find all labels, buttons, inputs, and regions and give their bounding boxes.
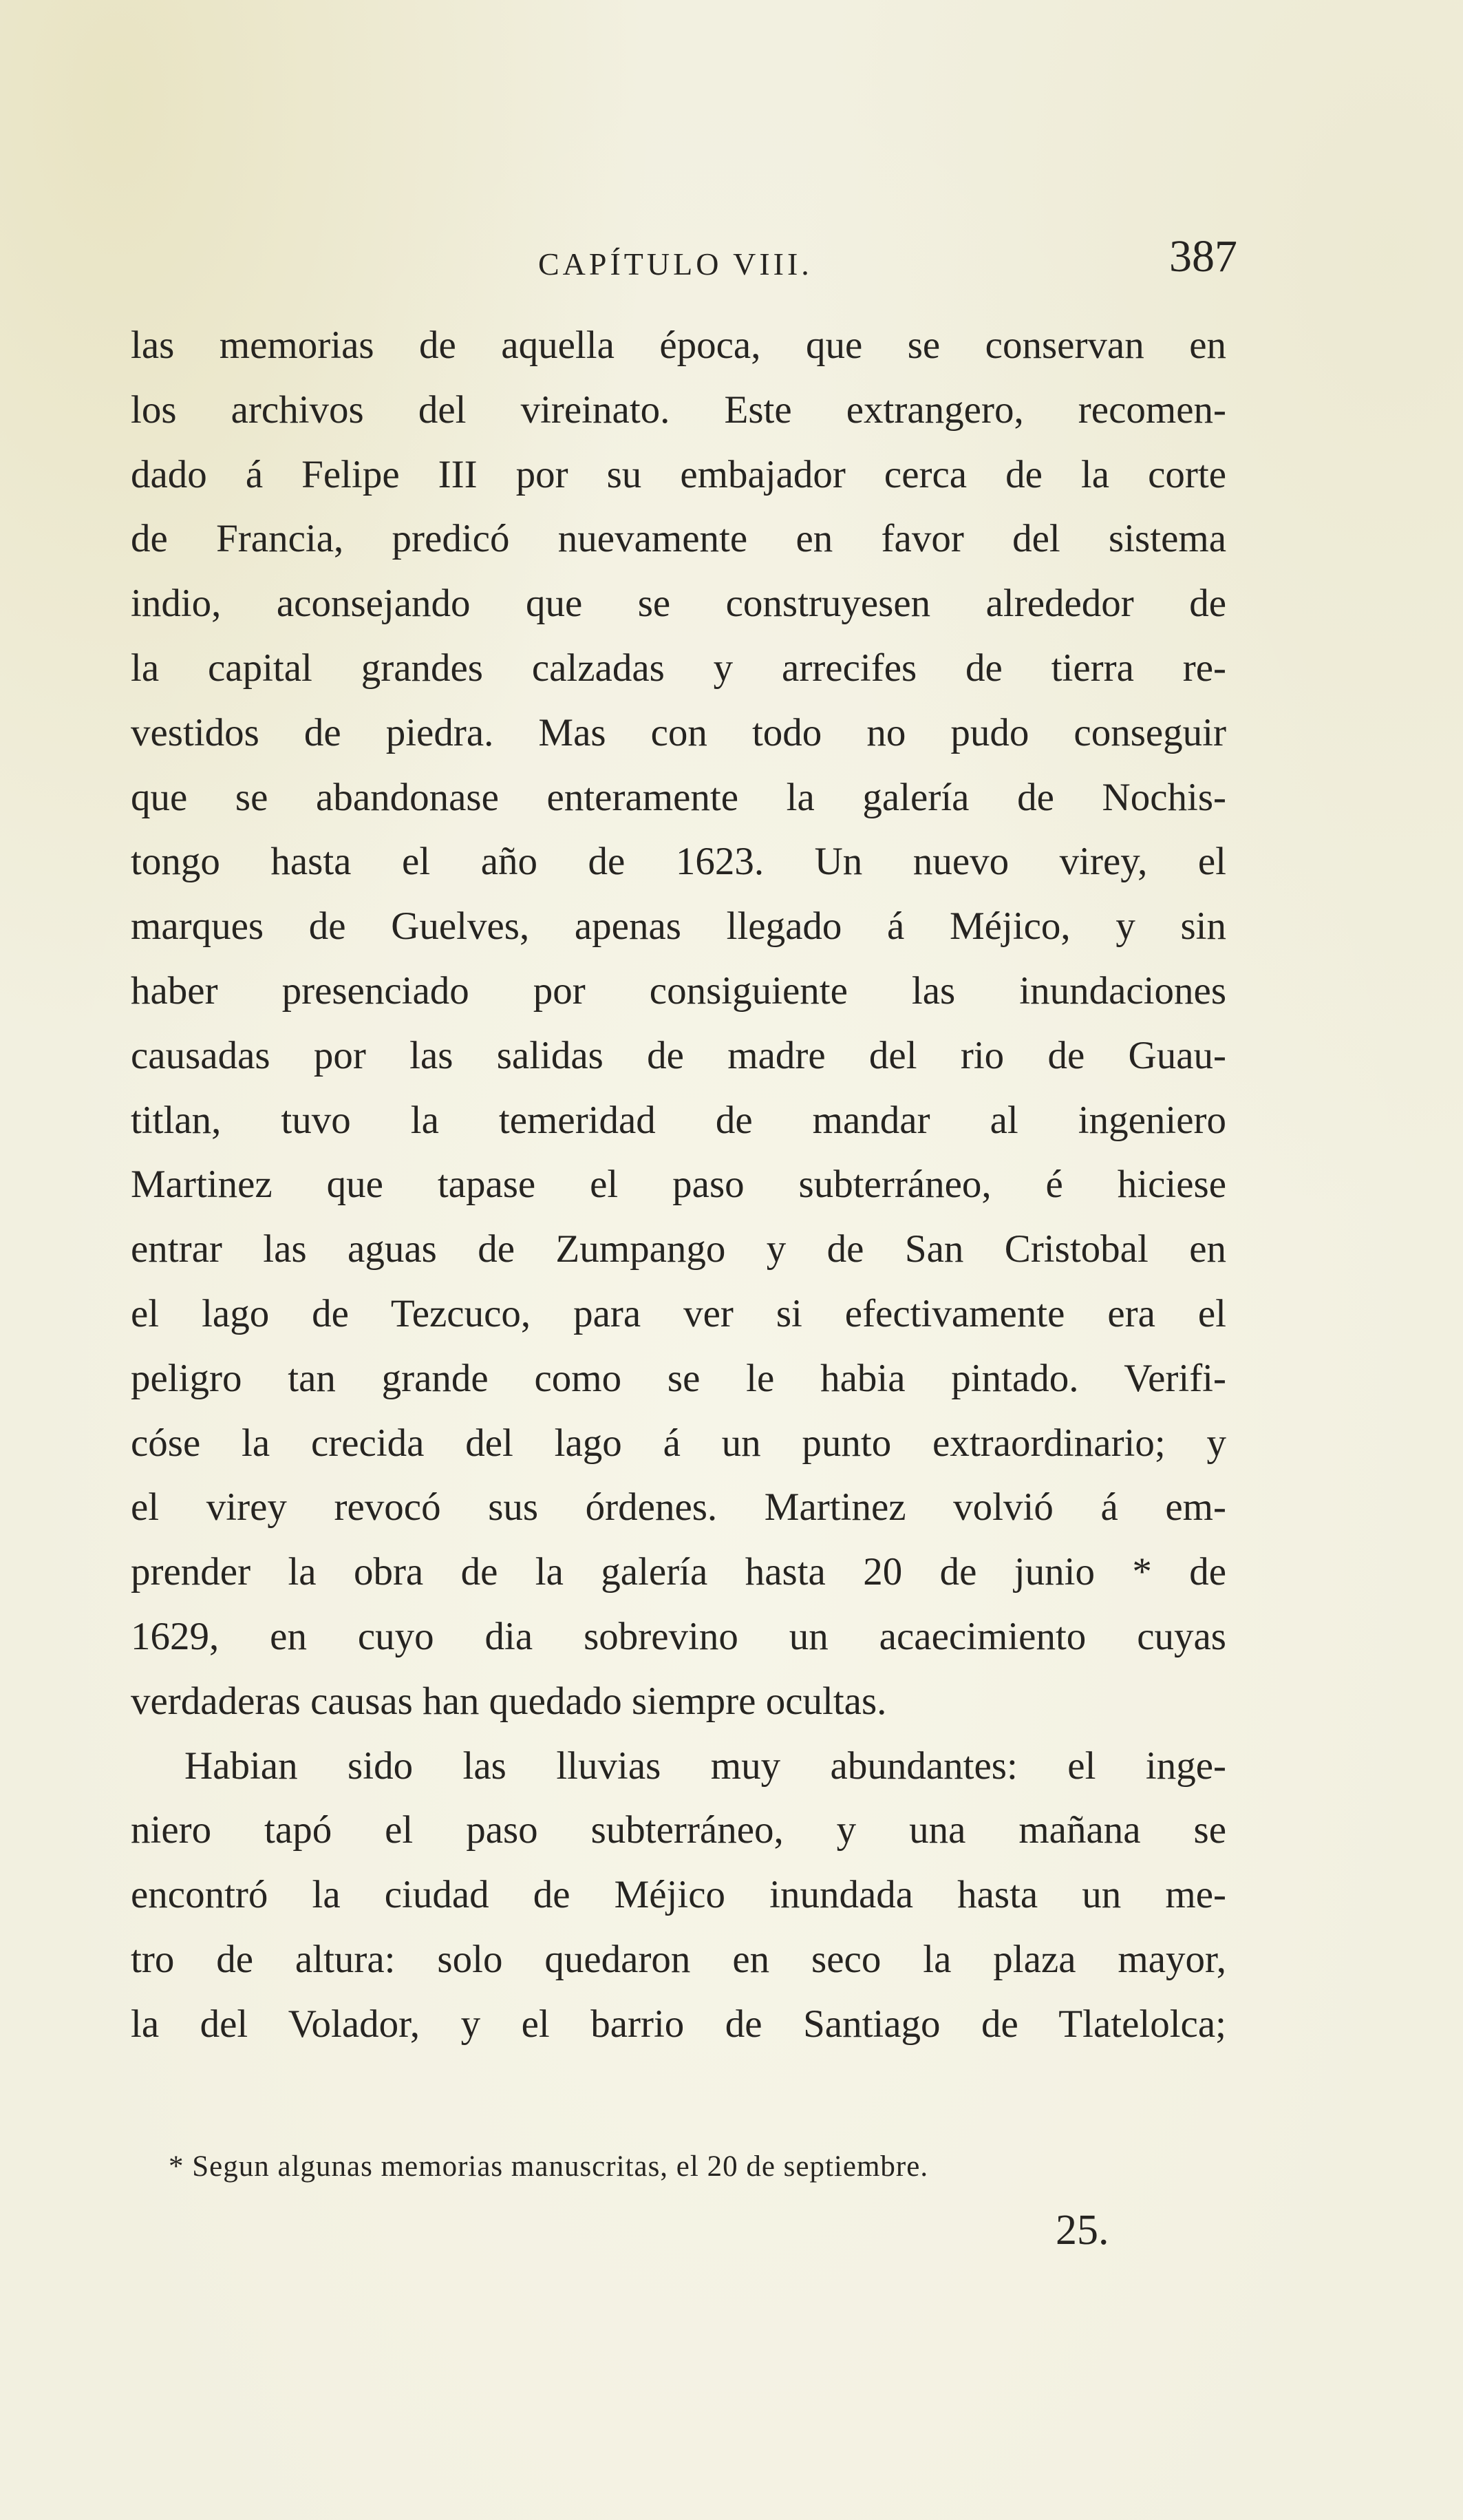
text-line: niero tapó el paso subterráneo, y una mañana se xyxy=(131,1808,1226,1852)
text-line: indio, aconsejando que se construyesen alrededor de xyxy=(131,582,1226,626)
page-header xyxy=(131,231,1237,293)
text-line: la capital grandes calzadas y arrecifes de tierra re- xyxy=(131,646,1226,690)
text-line: titlan, tuvo la temeridad de mandar al ingeniero xyxy=(131,1098,1226,1142)
running-head: CAPÍTULO VIII. xyxy=(538,246,813,282)
page-number: 387 xyxy=(1169,231,1237,282)
text-line: el virey revocó sus órdenes. Martinez volvió á em- xyxy=(131,1485,1226,1529)
text-line: haber presenciado por consiguiente las inundaciones xyxy=(131,968,1226,1013)
text-line: encontró la ciudad de Méjico inundada hasta un me- xyxy=(131,1873,1226,1917)
footnote: * Segun algunas memorias manuscritas, el 20 de septiembre. xyxy=(169,2150,929,2183)
text-line: que se abandonase enteramente la galería de Nochis- xyxy=(131,775,1226,819)
signature-mark: 25. xyxy=(1056,2207,1109,2254)
text-line: tro de altura: solo quedaron en seco la plaza mayor, xyxy=(131,1937,1226,1981)
text-line: peligro tan grande como se le habia pintado. Verifi- xyxy=(131,1356,1226,1400)
text-line: vestidos de piedra. Mas con todo no pudo conseguir xyxy=(131,710,1226,754)
text-line: verdaderas causas han quedado siempre ocultas. xyxy=(131,1679,887,1723)
text-line: las memorias de aquella época, que se conservan en xyxy=(131,324,1226,367)
text-line: Habian sido las lluvias muy abundantes: el inge- xyxy=(184,1744,1226,1788)
text-line: Martinez que tapase el paso subterráneo, é hiciese xyxy=(131,1163,1226,1207)
text-line: cóse la crecida del lago á un punto extraordinario; y xyxy=(131,1421,1226,1465)
text-line: tongo hasta el año de 1623. Un nuevo virey, el xyxy=(131,840,1226,884)
text-line: el lago de Tezcuco, para ver si efectivamente era el xyxy=(131,1291,1226,1335)
text-line: la del Volador, y el barrio de Santiago de Tlatelolca; xyxy=(131,2002,1226,2046)
text-line: de Francia, predicó nuevamente en favor del sistema xyxy=(131,517,1226,561)
text-line: causadas por las salidas de madre del rio de Guau- xyxy=(131,1033,1226,1077)
text-line: marques de Guelves, apenas llegado á Méjico, y sin xyxy=(131,904,1226,949)
text-line: dado á Felipe III por su embajador cerca de la corte xyxy=(131,452,1226,496)
body-text xyxy=(131,313,1226,2057)
text-line: prender la obra de la galería hasta 20 de junio * de xyxy=(131,1550,1226,1594)
text-line: 1629, en cuyo dia sobrevino un acaecimiento cuyas xyxy=(131,1614,1226,1658)
text-line: los archivos del vireinato. Este extrangero, recomen- xyxy=(131,388,1226,432)
text-line: entrar las aguas de Zumpango y de San Cristobal en xyxy=(131,1227,1226,1271)
